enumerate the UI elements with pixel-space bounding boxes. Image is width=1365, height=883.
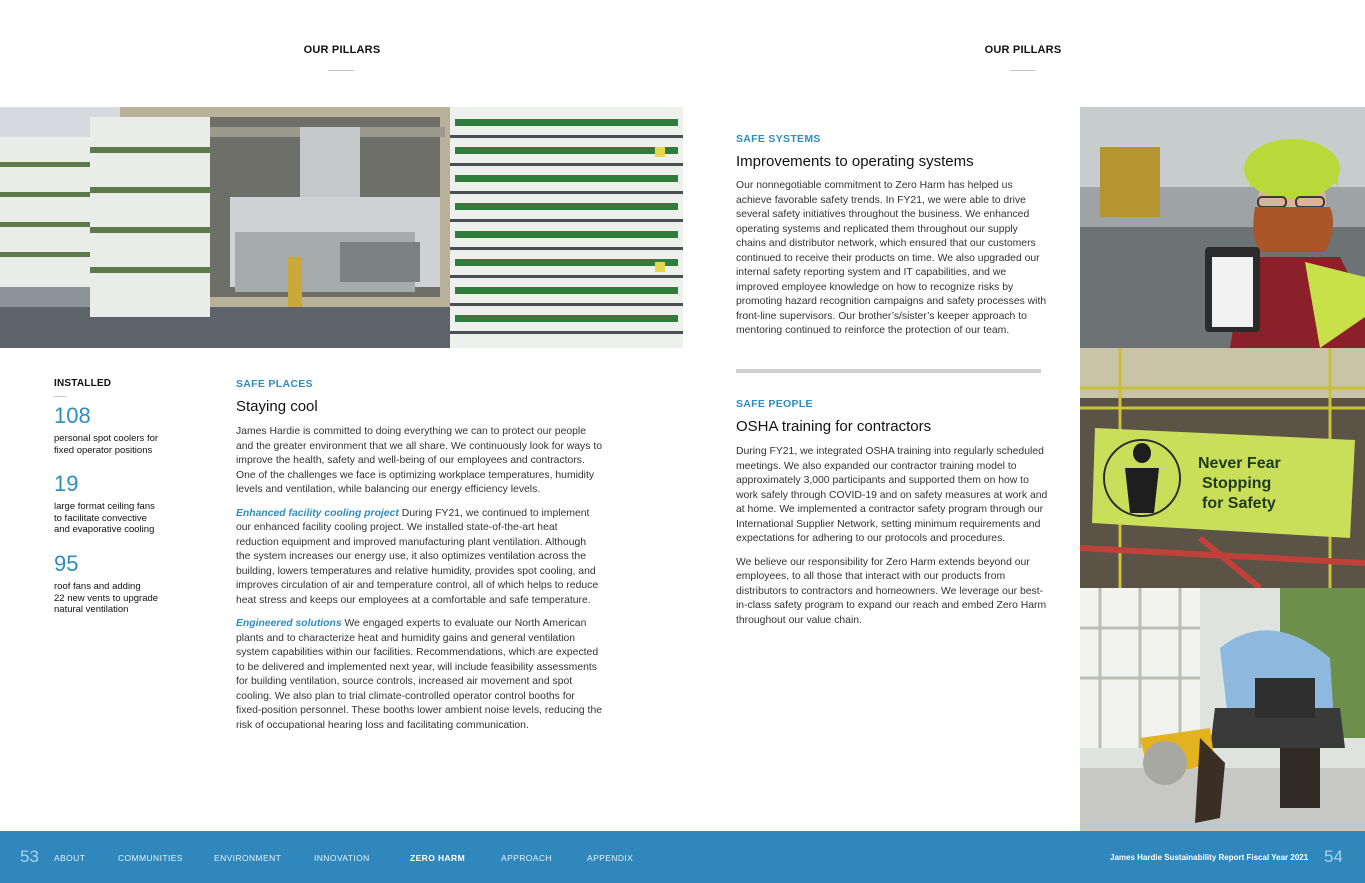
safe-systems-eyebrow: SAFE SYSTEMS	[736, 133, 821, 145]
page-number-left: 53	[20, 847, 39, 866]
banner-line: Stopping	[1202, 475, 1272, 492]
nav-environment[interactable]: ENVIRONMENT	[214, 853, 282, 863]
stat-coolers	[54, 403, 204, 456]
safety-banner-photo	[1080, 348, 1365, 588]
left-pillar-rule	[328, 70, 354, 71]
stat-desc-line: fixed operator positions	[54, 444, 153, 456]
safe-places-heading: Staying cool	[236, 398, 318, 415]
installed-label: INSTALLED	[54, 378, 112, 389]
stat-value: 19	[54, 471, 79, 496]
page-number-right: 54	[1324, 847, 1343, 866]
safe-systems-heading: Improvements to operating systems	[736, 153, 974, 170]
banner-line: for Safety	[1202, 495, 1276, 512]
nav-communities[interactable]: COMMUNITIES	[118, 853, 183, 863]
banner-line: Never Fear	[1198, 455, 1281, 472]
nav-innovation[interactable]: INNOVATION	[314, 853, 370, 863]
right-pillar-title: OUR PILLARS	[984, 44, 1062, 56]
worker-saw-photo	[1080, 588, 1365, 831]
safe-places-paragraph: James Hardie is committed to doing everything we can to protect our people and the greater environment that we all share. We continuously look for ways to improve the health, safety and well-being of our employees and contractors. One of the challenges we face is optimizing workplace temperatures, humidity levels and ventilation, while balancing our energy efficiency levels.	[236, 426, 602, 495]
stat-desc-line: roof fans and adding	[54, 581, 141, 592]
paragraph-text: During FY21, we continued to implement our enhanced facility cooling project. We installed state-of-the-art heat reduction equipment and improved manufacturing plant ventilation. Although the system increases our energy use, it also optimizes ventilation across the building, lowers temperatures and relative humidity, provides spot cooling, and improves circulation of air and temperature control, all of which helps to reduce heat stress and keeps our employees at a comfortable and safe temperature.	[236, 507, 599, 606]
safe-people-paragraph: We believe our responsibility for Zero Harm extends beyond our employees, to all those that interact with our products from distributors to contractors and homeowners. We leverage our best-in-class safety program to expand our reach and embed Zero Harm throughout our value chain.	[736, 556, 1047, 626]
paragraph-text: We engaged experts to evaluate our North American plants and to characterize heat and humidity gains and general ventilation system capabilities within our facilities. Recommendations, which are expected to be delivered and implemented next year, will include feasibility assessments for building ventilation, source controls, increased air movement and spot cooling. We also plan to trial climate-controlled operator control booths for fixed-position personnel. These booths lower ambient noise levels, reducing the risk of occupational hearing loss and facilitating communication.	[236, 618, 603, 731]
left-pillar-title: OUR PILLARS	[303, 44, 381, 56]
stat-value: 108	[54, 403, 91, 428]
nav-about[interactable]: ABOUT	[54, 853, 86, 863]
stat-desc-line: personal spot coolers for	[54, 433, 159, 444]
safe-systems-paragraph: Our nonnegotiable commitment to Zero Harm has helped us achieve favorable safety trends. In FY21, we were able to drive several safety initiatives throughout the business. We enhanced operating systems and replicated them throughout our supply chains and distributor network, which ensured that our customers continued to receive their products on time. We also upgraded our internal safety reporting system and IT capabilities, and we improved employee knowledge on how to recognize risks by promoting hazard recognition campaigns and safety processes with front-line supervisors. Our brother’s/sister’s keeper approach to mentoring continued to reinforce the protection of our team.	[736, 180, 1047, 336]
right-pillar-rule	[1010, 70, 1036, 71]
safe-places-paragraph	[236, 617, 602, 733]
safe-places-eyebrow: SAFE PLACES	[236, 378, 313, 390]
report-title: James Hardie Sustainability Report Fiscal Year 2021	[1110, 853, 1309, 862]
nav-zero-harm[interactable]: ZERO HARM	[410, 853, 466, 863]
warehouse-cooling-photo	[0, 107, 683, 348]
stat-desc-line: natural ventilation	[54, 604, 129, 615]
nav-approach[interactable]: APPROACH	[501, 853, 552, 863]
safe-places-paragraph	[236, 507, 602, 609]
safe-people-paragraph: During FY21, we integrated OSHA training into regularly scheduled meetings. We also expanded our contractor training model to approximately 3,000 participants and supported them on how to work safely through COVID-19 and on safety measures at work and at home. We implemented a contractor safety program through our International Supplier Network, setting minimum requirements and expectations for adhering to our protocols and procedures.	[736, 446, 1048, 544]
stat-desc-line: 22 new vents to upgrade	[54, 592, 159, 604]
nav-appendix[interactable]: APPENDIX	[587, 853, 634, 863]
safe-places-body	[236, 425, 602, 742]
stat-ceiling-fans	[54, 471, 204, 536]
paragraph-lead: Engineered solutions	[236, 618, 342, 629]
paragraph-lead: Enhanced facility cooling project	[236, 507, 399, 519]
section-divider	[736, 369, 1041, 373]
stat-value: 95	[54, 551, 79, 576]
worker-clipboard-photo	[1080, 107, 1365, 348]
installed-rule	[54, 396, 66, 397]
safe-systems-body	[736, 179, 1048, 348]
stat-roof-fans	[54, 551, 204, 616]
safe-people-heading: OSHA training for contractors	[736, 418, 932, 435]
safe-people-eyebrow: SAFE PEOPLE	[736, 398, 813, 410]
footer-bar	[0, 831, 1365, 883]
stat-desc-line: to facilitate convective	[54, 512, 147, 524]
stat-desc-line: large format ceiling fans	[54, 501, 155, 512]
safe-people-body	[736, 445, 1052, 637]
stat-desc-line: and evaporative cooling	[54, 524, 155, 535]
